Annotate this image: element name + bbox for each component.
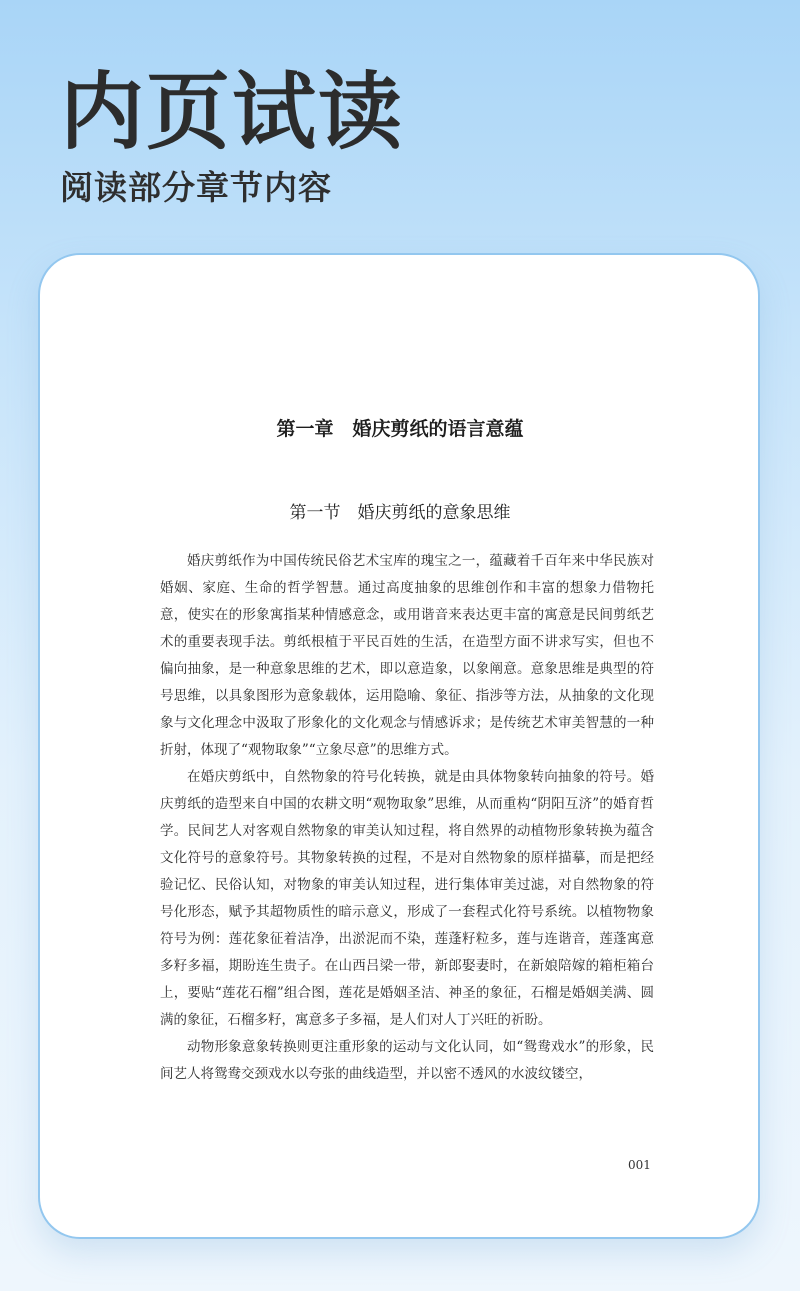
paragraph: 婚庆剪纸作为中国传统民俗艺术宝库的瑰宝之一，蕴藏着千百年来中华民族对婚姻、家庭、生命的哲学智慧。通过高度抽象的思维创作和丰富的想象力借物托意，使实在的形象寓指某种情感意念，或用谐音来表达更丰富的寓意是民间剪纸艺术的重要表现手法。剪纸根植于平民百姓的生活，在造型方面不讲求写实，但也不偏向抽象，是一种意象思维的艺术，即以意造象，以象阐意。意象思维是典型的符号思维，以具象图形为意象载体，运用隐喻、象征、指涉等方法，从抽象的文化现象与文化理念中汲取了形象化的文化观念与情感诉求；是传统艺术审美智慧的一种折射，体现了“观物取象”“立象尽意”的思维方式。 — [160, 553, 654, 758]
page-header — [60, 64, 404, 208]
body-text — [160, 548, 654, 1088]
paragraph: 动物形象意象转换则更注重形象的运动与文化认同，如“鸳鸯戏水”的形象，民间艺人将鸳鸯交颈戏水以夸张的曲线造型，并以密不透风的水波纹镂空， — [160, 1039, 654, 1082]
promo-subtitle: 阅读部分章节内容 — [60, 168, 332, 207]
chapter-title: 第一章 婚庆剪纸的语言意蕴 — [276, 418, 524, 440]
paragraph: 在婚庆剪纸中，自然物象的符号化转换，就是由具体物象转向抽象的符号。婚庆剪纸的造型来自中国的农耕文明“观物取象”思维，从而重构“阴阳互济”的婚育哲学。民间艺人对客观自然物象的审美认知过程，将自然界的动植物形象转换为蕴含文化符号的意象符号。其物象转换的过程，不是对自然物象的原样描摹，而是把经验记忆、民俗认知，对物象的审美认知过程，进行集体审美过滤，对自然物象的符号化形态，赋予其超物质性的暗示意义，形成了一套程式化符号系统。以植物物象符号为例：莲花象征着洁净，出淤泥而不染，莲蓬籽粒多，莲与连谐音，莲蓬寓意多籽多福，期盼连生贵子。在山西吕梁一带，新郎娶妻时，在新娘陪嫁的箱柜箱台上，要贴“莲花石榴”组合图，莲花是婚姻圣洁、神圣的象征，石榴是婚姻美满、圆满的象征，石榴多籽，寓意多子多福，是人们对人丁兴旺的祈盼。 — [160, 769, 654, 1028]
promo-title: 内页试读 — [60, 63, 405, 161]
section-title: 第一节 婚庆剪纸的意象思维 — [289, 503, 511, 523]
page-number: 001 — [628, 1158, 651, 1172]
